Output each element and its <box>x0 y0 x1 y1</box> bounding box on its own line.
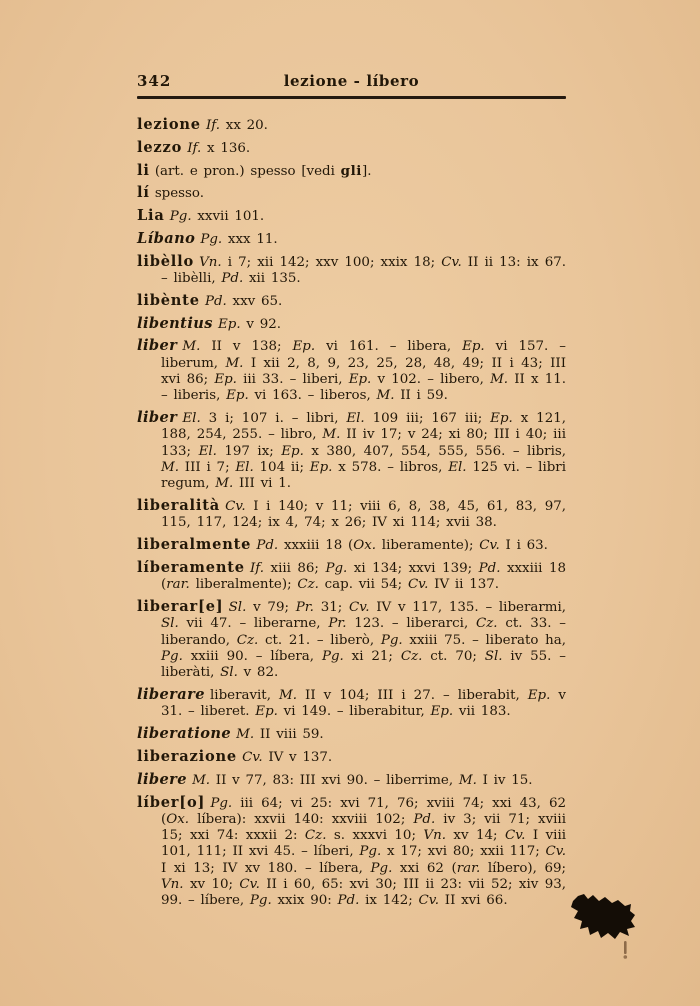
work-abbreviation: Pd. <box>256 538 279 554</box>
work-abbreviation: Cv. <box>504 828 526 844</box>
work-abbreviation: Ep. <box>218 316 241 332</box>
work-abbreviation: Sl. <box>220 665 238 681</box>
entry-text: iv 55. – liberàti, <box>161 649 566 681</box>
entry <box>137 599 566 681</box>
headword: lezzo <box>137 138 183 156</box>
entry-text: xi 134; xxvi 139; <box>347 561 479 577</box>
work-abbreviation: Ep. <box>462 339 485 355</box>
work-abbreviation: El. <box>182 411 201 427</box>
entry-text: vii 47. – liberarne, <box>178 616 329 632</box>
entry-text: vi 149. – liberabitur, <box>277 704 431 720</box>
entry-text: s. xxxvi 10; <box>326 828 424 844</box>
entry <box>137 140 566 157</box>
work-abbreviation: Pg. <box>210 795 233 811</box>
running-title: lezione - líbero <box>283 72 420 90</box>
entry-text: xxix 90: <box>271 893 338 909</box>
entry-text: 109 iii; 167 iii; <box>364 411 491 427</box>
work-abbreviation: Pg. <box>321 649 344 665</box>
entry-text: I iv 15. <box>476 772 533 788</box>
entry <box>137 560 566 594</box>
entry-text: 31; <box>313 600 350 616</box>
entry-text: I viii 101, 111; II xvi 45. – líberi, <box>161 828 567 860</box>
entry-text: x 121, 188, 254, 255. – libro, <box>161 411 566 443</box>
headword: libènte <box>137 291 200 309</box>
headword: líberamente <box>137 559 245 577</box>
entry <box>137 117 566 134</box>
entry <box>137 338 566 404</box>
work-abbreviation: Ep. <box>490 411 513 427</box>
entry <box>137 231 566 248</box>
work-abbreviation: Cz. <box>476 616 498 632</box>
work-abbreviation: Pr. <box>295 600 314 616</box>
work-abbreviation: Cv. <box>545 844 567 860</box>
work-abbreviation: Cz. <box>400 649 423 665</box>
work-abbreviation: Vn. <box>423 828 446 844</box>
entry-text: xiii 86; <box>264 561 326 577</box>
entry-text: II x 11. – liberis, <box>161 372 567 404</box>
work-abbreviation: Cv. <box>441 254 462 270</box>
headword: lezione <box>137 116 201 133</box>
entry-text: x 578. – libros, <box>332 460 449 476</box>
page-number: 342 <box>137 72 172 90</box>
headword: libèllo <box>137 252 194 270</box>
entry-text: II v 104; III i 27. – liberabit, <box>296 688 528 704</box>
entry-text: I xii 2, 8, 9, 23, 25, 28, 48, 49; II i 43; III xvi 86; <box>161 355 566 388</box>
entry-text: III i 7; <box>178 460 236 476</box>
entry-text: (art. e pron.) spesso [vedi <box>154 163 341 179</box>
entry-text: v 92. <box>240 316 281 332</box>
entry-text: xxvii 101. <box>191 209 265 225</box>
work-abbreviation: rar. <box>456 860 481 876</box>
entry-text: 197 ix; <box>216 443 282 459</box>
entry-text: IV v 117, 135. – liberarmi, <box>369 600 566 616</box>
work-abbreviation: Cz. <box>304 828 327 844</box>
entry-text: spesso. <box>154 186 205 202</box>
work-abbreviation: Pg. <box>380 632 403 648</box>
entry-text: vi 161. – libera, <box>315 339 463 355</box>
work-abbreviation: M. <box>376 388 395 404</box>
work-abbreviation: Pr. <box>328 616 347 632</box>
headword: liberare <box>137 686 205 704</box>
work-abbreviation: Pg. <box>359 844 382 860</box>
work-abbreviation: Cz. <box>297 577 319 593</box>
entry-text: xxxiii 18 ( <box>161 561 566 593</box>
headword: Líbano <box>137 229 196 247</box>
entry-text: liberamente); <box>376 538 480 554</box>
work-abbreviation: M. <box>182 339 201 355</box>
work-abbreviation: Sl. <box>161 616 179 632</box>
entry-text: x 17; xvi 80; xxii 117; <box>381 844 546 860</box>
entry <box>137 410 566 492</box>
headword: líber[o] <box>137 793 206 811</box>
entry-text: IV ii 137. <box>428 577 500 593</box>
entry <box>137 749 566 766</box>
page-header <box>137 72 566 92</box>
entry <box>137 185 566 202</box>
entry <box>137 537 566 554</box>
work-abbreviation: M. <box>322 427 341 443</box>
entry-text: 3 i; 107 i. – libri, <box>200 411 347 427</box>
work-abbreviation: Ep. <box>281 443 304 459</box>
entry-text: xxx 11. <box>222 231 278 247</box>
entry-text: xxv 65. <box>226 293 283 309</box>
headword: liber <box>137 409 178 427</box>
entry-text: vi 157. – liberum, <box>161 339 566 371</box>
entry-text: v 82. <box>237 665 279 681</box>
entry-text: II xvi 66. <box>439 893 508 909</box>
entry-text: vii 183. <box>453 704 511 720</box>
entry-text: xxiii 90. – líbera, <box>182 649 322 665</box>
work-abbreviation: M. <box>279 688 297 704</box>
work-abbreviation: Cv. <box>239 877 260 893</box>
entry-text: 104 ii; <box>253 460 310 476</box>
work-abbreviation: El. <box>198 443 217 459</box>
work-abbreviation: M. <box>225 355 244 371</box>
entry-text: III vi 1. <box>233 476 291 492</box>
entry-text: ct. 70; <box>422 649 485 665</box>
work-abbreviation: El. <box>346 411 365 427</box>
entry-text: 123. – liberarci, <box>346 616 476 632</box>
entry-text: I xi 13; IV xv 180. – líbera, <box>161 860 371 876</box>
entry-text: xi 21; <box>343 649 401 665</box>
entry-text: xii 135. <box>243 271 301 287</box>
work-abbreviation: M. <box>490 372 509 388</box>
work-abbreviation: If. <box>206 118 221 133</box>
work-abbreviation: Cv. <box>479 538 500 554</box>
entry-text: I i 140; v 11; viii 6, 8, 38, 45, 61, 83, 97, 115, 117, 124; ix 4, 74; x 26; IV xi 114; xvii 38. <box>161 499 566 531</box>
work-abbreviation: Pg. <box>325 561 348 577</box>
entry-text: iii 64; vi 25: xvi 71, 76; xviii 74; xxi 43, 62 ( <box>161 795 566 827</box>
work-abbreviation: M. <box>236 727 255 743</box>
work-abbreviation: Vn. <box>161 877 184 893</box>
work-abbreviation: M. <box>458 772 477 788</box>
work-abbreviation: Pd. <box>478 561 501 577</box>
work-abbreviation: Pd. <box>413 811 436 827</box>
entry-text: II v 138; <box>200 339 293 355</box>
entry-text: xx 20. <box>220 118 268 133</box>
entry-text: xv 10; <box>183 877 240 893</box>
headword: liberar[e] <box>137 598 224 616</box>
entry-text: v 79; <box>246 600 296 616</box>
work-abbreviation: Cv. <box>225 499 246 515</box>
entry-text: II viii 59. <box>254 727 324 743</box>
work-abbreviation: Cv. <box>418 893 440 909</box>
entry <box>137 498 566 532</box>
entry-text: liberavit, <box>210 688 280 704</box>
entry-text: II iv 17; v 24; xi 80; III i 40; iii 133; <box>161 427 566 459</box>
entry-text: xv 14; <box>445 828 505 844</box>
entries <box>137 117 566 910</box>
work-abbreviation: Pg. <box>161 649 183 665</box>
work-abbreviation: Sl. <box>228 600 247 616</box>
entry-text: iii 33. – liberi, <box>236 372 349 388</box>
entry-text: xxxiii 18 ( <box>278 538 354 554</box>
headword: libentius <box>137 314 213 332</box>
work-abbreviation: M. <box>192 772 211 788</box>
entry-text: x 380, 407, 554, 555, 556. – libris, <box>303 443 566 459</box>
work-abbreviation: If. <box>250 561 265 577</box>
headword: liberatione <box>137 725 232 743</box>
work-abbreviation: Ep. <box>430 704 454 720</box>
headword: li <box>137 161 150 179</box>
entry <box>137 726 566 743</box>
headword: liberalità <box>137 497 221 515</box>
work-abbreviation: Pd. <box>337 893 360 909</box>
work-abbreviation: Sl. <box>484 649 503 665</box>
entry <box>137 208 566 225</box>
entry-text: vi 163. – liberos, <box>248 388 377 404</box>
work-abbreviation: If. <box>187 140 202 156</box>
entry-text: gli <box>340 162 362 179</box>
ink-stain-icon <box>553 884 648 979</box>
headword: Lia <box>137 207 165 225</box>
work-abbreviation: Ep. <box>255 704 278 720</box>
entry-text: x 136. <box>201 140 251 156</box>
entry-text: v 102. – libero, <box>371 372 491 388</box>
entry <box>137 293 566 310</box>
headword: liberazione <box>137 748 237 765</box>
entry-text: ct. 33. – liberando, <box>161 616 566 648</box>
headword: lí <box>137 184 150 202</box>
entry-text: v 31. – liberet. <box>161 688 566 720</box>
entry <box>137 795 566 910</box>
entry-text: ]. <box>362 163 372 179</box>
work-abbreviation: M. <box>215 476 234 492</box>
work-abbreviation: Cz. <box>236 632 259 648</box>
work-abbreviation: Vn. <box>199 254 222 270</box>
headword: liber <box>137 337 178 355</box>
entry-text: cap. vii 54; <box>318 577 408 593</box>
entry <box>137 316 566 333</box>
work-abbreviation: Pd. <box>204 293 227 309</box>
entry-text: IV v 137. <box>262 750 333 765</box>
entry-text: ct. 21. – liberò, <box>258 632 381 648</box>
entry <box>137 772 566 789</box>
work-abbreviation: Ep. <box>214 372 237 388</box>
work-abbreviation: Ox. <box>166 811 190 827</box>
work-abbreviation: Ep. <box>527 688 551 704</box>
work-abbreviation: Cv. <box>242 750 263 765</box>
entry-text: iv 3; vii 71; xviii 15; xxi 74: xxxii 2: <box>161 811 566 844</box>
header-rule <box>137 96 566 99</box>
work-abbreviation: Ep. <box>292 339 316 355</box>
headword: liberalmente <box>137 536 252 554</box>
work-abbreviation: Pg. <box>200 231 223 247</box>
entry-text: 125 vi. – libri regum, <box>161 460 566 492</box>
entry-text: II ii 13: ix 67. – libèlli, <box>161 254 567 287</box>
entry-text: II v 77, 83: III xvi 90. – liberrime, <box>210 772 459 788</box>
entry-text: xxiii 75. – liberato ha, <box>402 632 567 648</box>
entry-text: ix 142; <box>359 893 419 909</box>
work-abbreviation: Pg. <box>169 209 192 225</box>
entry-text: I i 63. <box>499 538 548 554</box>
entry-text: II i 60, 65: xvi 30; III ii 23: vii 52; xiv 93, 99. – líbere, <box>161 877 566 909</box>
headword: libere <box>137 770 187 788</box>
work-abbreviation: Ox. <box>353 538 377 554</box>
book-page <box>137 72 566 915</box>
work-abbreviation: Cv. <box>349 600 370 616</box>
work-abbreviation: Pd. <box>221 271 244 287</box>
entry <box>137 254 566 288</box>
work-abbreviation: Pg. <box>370 860 393 876</box>
work-abbreviation: M. <box>161 460 179 476</box>
work-abbreviation: Ep. <box>309 460 333 476</box>
entry-text: II i 59. <box>394 388 448 404</box>
entry <box>137 163 566 180</box>
work-abbreviation: El. <box>235 460 254 476</box>
work-abbreviation: Ep. <box>226 388 249 404</box>
entry-text: líbero), 69; <box>480 860 566 876</box>
work-abbreviation: Ep. <box>348 372 372 388</box>
entry <box>137 687 566 721</box>
work-abbreviation: rar. <box>166 577 190 593</box>
entry-text: i 7; xii 142; xxv 100; xxix 18; <box>221 254 442 270</box>
work-abbreviation: El. <box>448 460 467 476</box>
work-abbreviation: Cv. <box>407 577 429 593</box>
entry-text: liberalmente); <box>189 577 298 593</box>
work-abbreviation: Pg. <box>249 893 272 909</box>
entry-text: xxi 62 ( <box>392 860 457 876</box>
entry-text: líbera): xxvii 140: xxviii 102; <box>189 811 414 827</box>
